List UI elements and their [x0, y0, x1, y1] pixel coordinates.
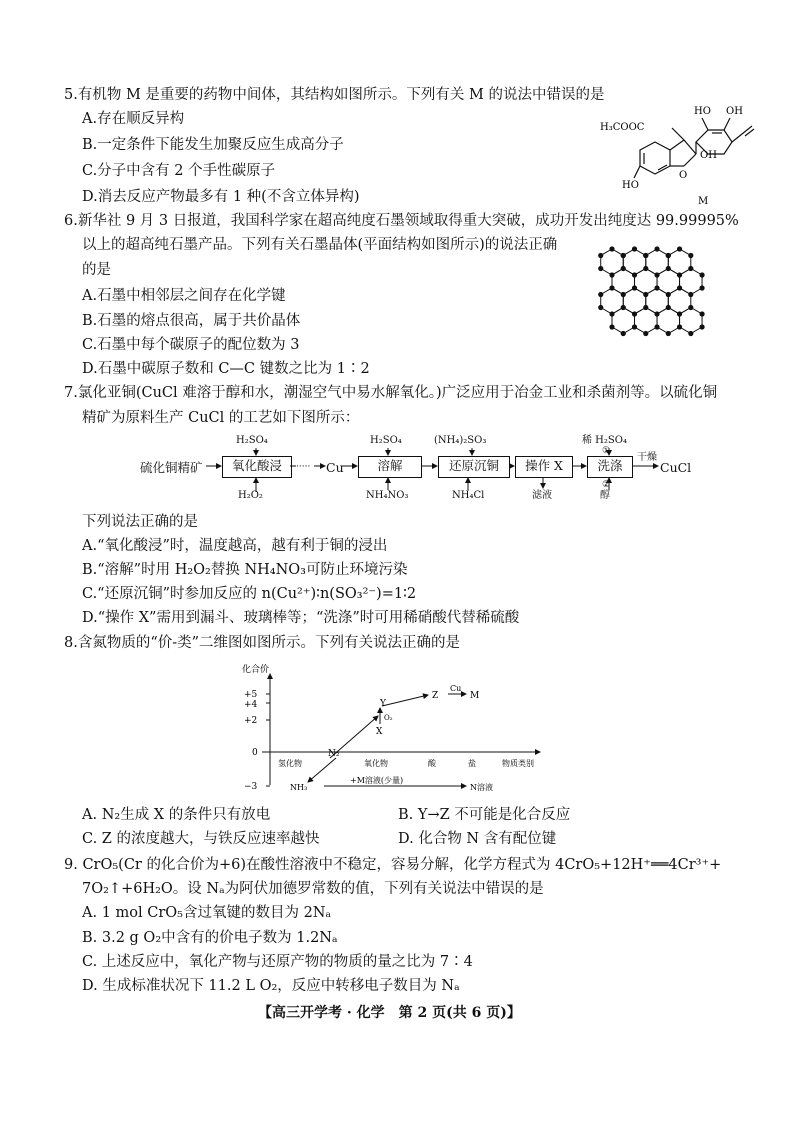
q6-stem-line2: 以上的超高纯石墨产品。下列有关石墨晶体(平面结构如图所示)的说法正确 — [82, 237, 558, 253]
flow-step-dissolve: 溶解 — [358, 456, 422, 478]
hydroxyl-label-1: HO — [694, 106, 711, 117]
category-salt: 盐 — [468, 759, 476, 768]
reagent-dilute-h2so4: 稀 H₂SO₄ — [582, 435, 627, 446]
reagent-h2so4-2: H₂SO₄ — [370, 435, 402, 446]
flow-step-reduce-copper: 还原沉铜 — [438, 456, 510, 478]
hydroxyl-label-3: OH — [700, 150, 717, 161]
reagent-ammonium-sulfite: (NH₄)₂SO₃ — [434, 435, 487, 446]
species-y: Y — [380, 699, 386, 709]
flow-start-label: 硫化铜精矿 — [140, 460, 203, 475]
wash-mark-2: ② — [602, 480, 611, 490]
ytick-minus3: −3 — [244, 782, 258, 792]
arrow-label-m-solution: +M溶液(少量) — [350, 776, 404, 785]
q7-option-b: B.“溶解”时用 H₂O₂替换 NH₄NO₃可防止环境污染 — [82, 562, 408, 578]
q5-option-b: B.一定条件下能发生加聚反应生成高分子 — [82, 137, 344, 153]
category-oxide: 氧化物 — [364, 759, 388, 768]
page-footer: 【高三开学考 · 化学 第 2 页(共 6 页)】 — [258, 1005, 521, 1021]
q8-option-a: A. N₂生成 X 的条件只有放电 — [82, 807, 271, 823]
species-m: M — [470, 691, 480, 701]
q8-option-c: C. Z 的浓度越大，与铁反应速率越快 — [82, 831, 320, 847]
ester-group-label: H₃COOC — [600, 122, 645, 133]
flow-dots: ····· — [296, 462, 311, 472]
species-nh3: NH₃ — [290, 783, 308, 792]
q6-option-b: B.石墨的熔点很高，属于共价晶体 — [82, 313, 301, 329]
species-x: X — [376, 727, 383, 737]
q9-option-d: D. 生成标准状况下 11.2 L O₂，反应中转移电子数目为 Nₐ — [82, 978, 460, 994]
wash-mark-1: ① — [602, 446, 611, 456]
q6-option-a: A.石墨中相邻层之间存在化学键 — [82, 288, 286, 304]
reagent-ammonium-nitrate: NH₄NO₃ — [366, 490, 409, 501]
category-hydride: 氢化物 — [278, 759, 302, 768]
flow-cu-label: Cu — [326, 460, 344, 475]
ytick-plus4: +4 — [244, 700, 258, 710]
hydroxyl-label-4: HO — [622, 180, 639, 191]
reagent-h2o2: H₂O₂ — [238, 490, 263, 501]
flow-end-label: CuCl — [660, 460, 692, 475]
ytick-plus2: +2 — [244, 716, 258, 726]
hydroxyl-label-2: OH — [726, 106, 743, 117]
ytick-plus5: +5 — [244, 690, 258, 700]
q6-stem-line3: 的是 — [82, 262, 111, 278]
q9-stem-line2: 7O₂↑+6H₂O。设 Nₐ为阿伏加德罗常数的值，下列有关说法中错误的是 — [82, 881, 544, 897]
arrow-label-cu: Cu — [450, 684, 462, 693]
ytick-zero: 0 — [252, 748, 258, 758]
q8-option-b: B. Y→Z 不可能是化合反应 — [398, 807, 571, 823]
q6-stem-line1: 6.新华社 9 月 3 日报道，我国科学家在超高纯度石墨领域取得重大突破，成功开发出纯度达 99.99995% — [64, 213, 739, 229]
species-n-solution: N溶液 — [470, 783, 493, 792]
flow-step-operation-x: 操作 X — [515, 456, 573, 478]
filtrate-label: 滤液 — [532, 490, 552, 501]
q8-stem: 8.含氮物质的“价-类”二维图如图所示。下列有关说法正确的是 — [64, 635, 461, 651]
species-z: Z — [432, 691, 439, 701]
q9-option-c: C. 上述反应中，氧化产物与还原产物的物质的量之比为 7∶4 — [82, 954, 473, 970]
flow-dry-label: 干燥 — [637, 452, 657, 463]
flow-step-oxidative-leach: 氧化酸浸 — [222, 456, 292, 478]
q6-option-d: D.石墨中碳原子数和 C—C 键数之比为 1∶2 — [82, 361, 370, 377]
species-n2: N₂ — [328, 749, 340, 759]
q7-stem-line2: 精矿为原料生产 CuCl 的工艺如下图所示： — [82, 410, 360, 426]
valence-class-diagram — [240, 660, 560, 800]
q5-option-a: A.存在顺反异构 — [82, 111, 185, 127]
flow-step-wash: 洗涤 — [587, 456, 633, 478]
q5-stem: 5.有机物 M 是重要的药物中间体，其结构如图所示。下列有关 M 的说法中错误的是 — [64, 87, 605, 103]
arrow-label-o2: O₂ — [384, 714, 393, 722]
q7-option-a: A.“氧化酸浸”时，温度越高，越有利于铜的浸出 — [82, 538, 388, 554]
q7-option-c: C.“还原沉铜”时参加反应的 n(Cu²⁺)∶n(SO₃²⁻)=1∶2 — [82, 586, 417, 602]
category-class: 物质类别 — [502, 759, 534, 768]
category-acid: 酸 — [428, 759, 436, 768]
q5-option-d: D.消去反应产物最多有 1 种(不含立体异构) — [82, 189, 360, 205]
molecule-label: M — [698, 196, 709, 207]
q9-option-b: B. 3.2 g O₂中含有的价电子数为 1.2Nₐ — [82, 930, 338, 946]
q5-option-c: C.分子中含有 2 个手性碳原子 — [82, 163, 276, 179]
reagent-ammonium-chloride: NH₄Cl — [452, 490, 485, 501]
q7-stem-line1: 7.氯化亚铜(CuCl 难溶于醇和水，潮湿空气中易水解氧化。)广泛应用于冶金工业和杀菌剂等。以硫化铜 — [64, 385, 718, 401]
ring-oxygen-label: O — [679, 170, 688, 181]
y-axis-label: 化合价 — [242, 665, 270, 675]
q9-option-a: A. 1 mol CrO₅含过氧键的数目为 2Nₐ — [82, 905, 332, 921]
q7-option-d: D.“操作 X”需用到漏斗、玻璃棒等；“洗涤”时可用稀硝酸代替稀硫酸 — [82, 610, 520, 626]
q7-lead: 下列说法正确的是 — [82, 514, 198, 530]
q6-option-c: C.石墨中每个碳原子的配位数为 3 — [82, 337, 300, 353]
q9-stem-line1: 9. CrO₅(Cr 的化合价为+6)在酸性溶液中不稳定，容易分解，化学方程式为 4CrO₅+12H⁺══4Cr³⁺+ — [64, 857, 722, 873]
q8-option-d: D. 化合物 N 含有配位键 — [398, 831, 557, 847]
reagent-h2so4-1: H₂SO₄ — [236, 435, 268, 446]
alcohol-label: 醇 — [600, 490, 610, 501]
